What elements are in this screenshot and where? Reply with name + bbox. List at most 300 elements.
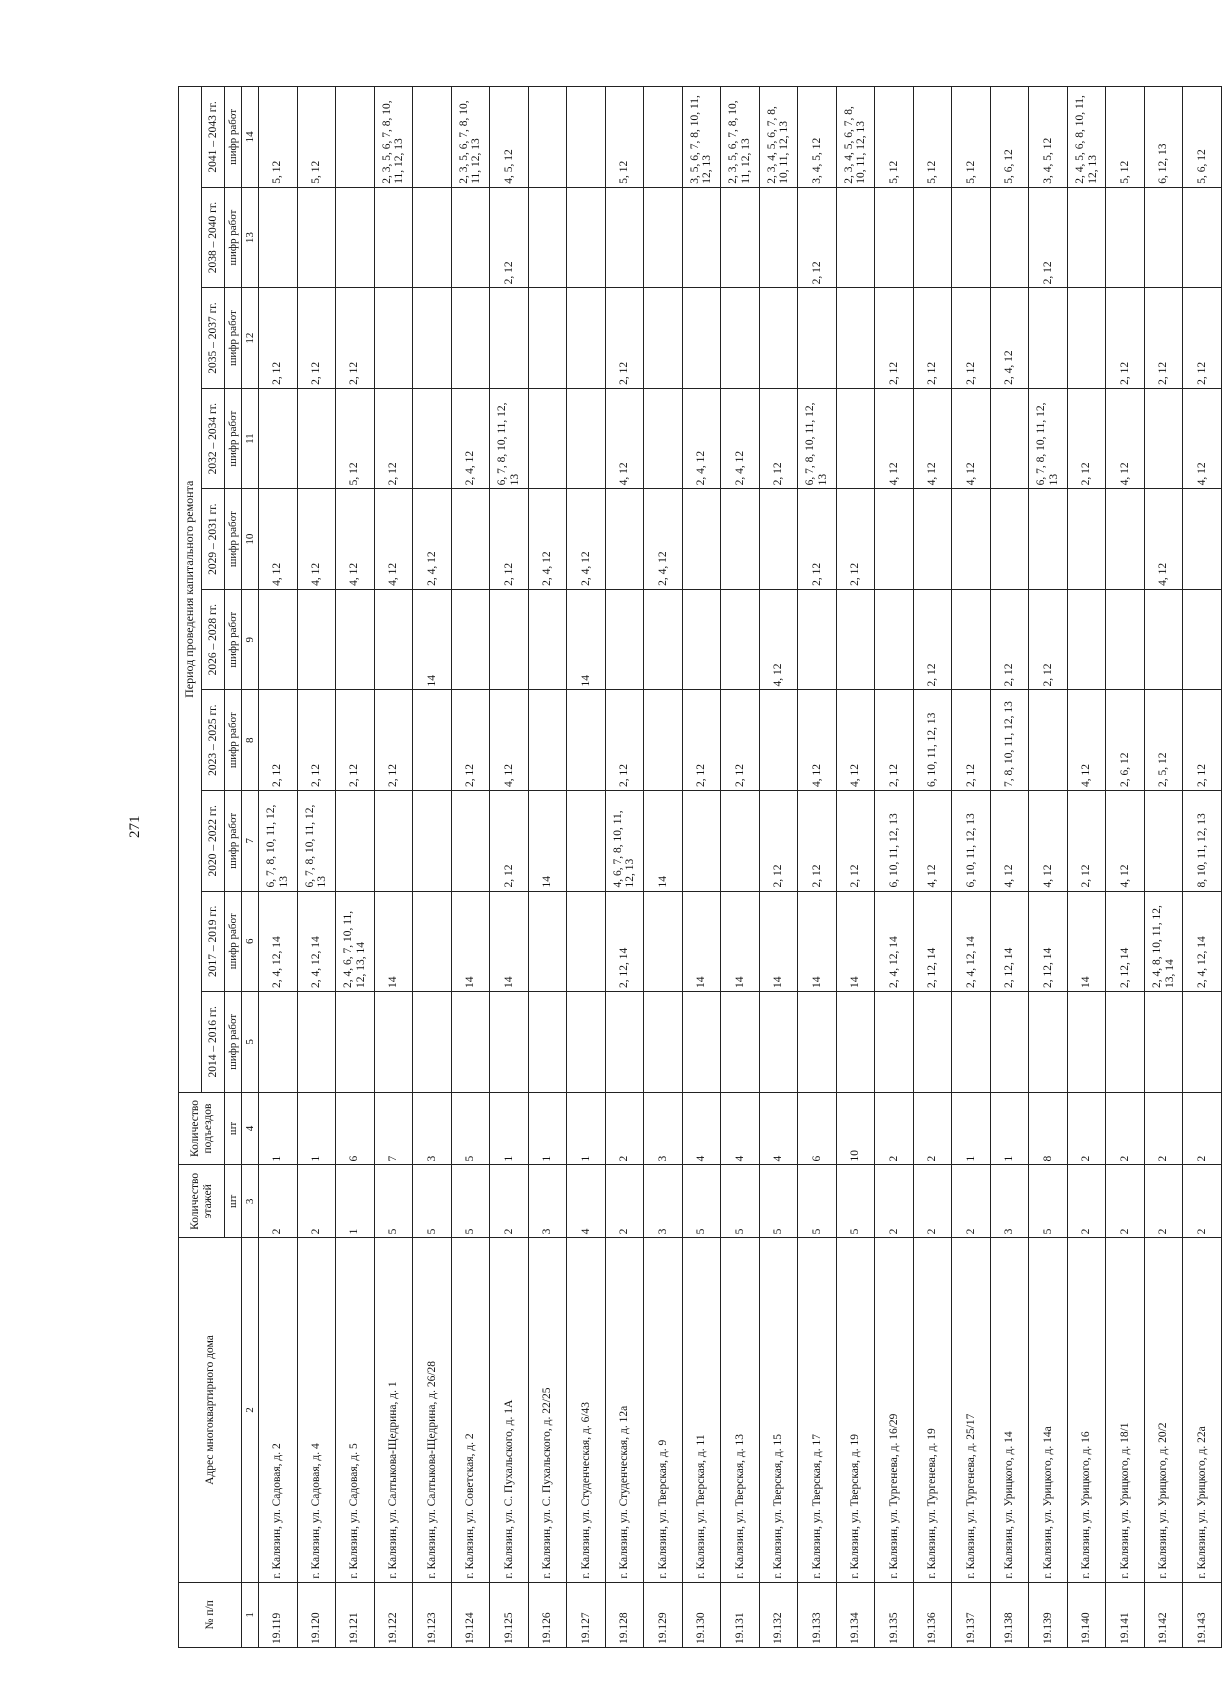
header-work-code: шифр работ	[225, 690, 242, 791]
cell-work-code: 2, 12	[1029, 589, 1068, 690]
cell-work-code: 4, 12	[1029, 790, 1068, 891]
cell-address: г. Калязин, ул. Урицкого, д. 14а	[1029, 1238, 1068, 1582]
cell-work-code: 2, 4, 12	[567, 489, 606, 590]
cell-work-code: 2, 3, 5, 6, 7, 8, 10, 11, 12, 13	[451, 87, 490, 188]
header-col-number: 13	[242, 187, 259, 288]
header-unit-floors: шт	[225, 1165, 242, 1238]
cell-work-code	[875, 187, 914, 288]
header-col-number: 4	[242, 1092, 259, 1165]
cell-address: г. Калязин, ул. Тургенева, д. 25/17	[952, 1238, 991, 1582]
cell-work-code: 2, 4, 12	[990, 288, 1029, 389]
cell-work-code	[297, 388, 336, 489]
cell-address: г. Калязин, ул. Садовая, д. 5	[336, 1238, 375, 1582]
cell-work-code: 4, 12	[952, 388, 991, 489]
cell-work-code	[836, 388, 875, 489]
cell-entrances: 2	[913, 1092, 952, 1165]
cell-work-code	[875, 992, 914, 1093]
cell-work-code	[644, 388, 683, 489]
cell-floors: 2	[297, 1165, 336, 1238]
cell-work-code	[567, 288, 606, 389]
cell-work-code: 2, 12	[875, 288, 914, 389]
cell-work-code	[682, 790, 721, 891]
cell-work-code: 2, 12	[297, 690, 336, 791]
cell-address: г. Калязин, ул. С. Пухальского, д. 1А	[490, 1238, 529, 1582]
table-row	[297, 87, 336, 1648]
cell-entrances: 1	[990, 1092, 1029, 1165]
cell-work-code	[413, 790, 452, 891]
cell-work-code: 2, 4, 12	[528, 489, 567, 590]
cell-work-code: 5, 12	[1106, 87, 1145, 188]
cell-address: г. Калязин, ул. Урицкого, д. 16	[1067, 1238, 1106, 1582]
table-row	[259, 87, 298, 1648]
cell-entrances: 3	[413, 1092, 452, 1165]
cell-address: г. Калязин, ул. Урицкого, д. 14	[990, 1238, 1029, 1582]
cell-work-code: 14	[567, 589, 606, 690]
cell-address: г. Калязин, ул. Салтыкова-Щедрина, д. 26/28	[413, 1238, 452, 1582]
cell-floors: 3	[528, 1165, 567, 1238]
cell-work-code: 2, 4, 12, 14	[297, 891, 336, 992]
cell-address: г. Калязин, ул. Садовая, д. 2	[259, 1238, 298, 1582]
cell-work-code	[682, 187, 721, 288]
cell-work-code: 2, 12	[336, 690, 375, 791]
cell-work-code: 4, 6, 7, 8, 10, 11, 12, 13	[605, 790, 644, 891]
cell-work-code: 3, 4, 5, 12	[798, 87, 837, 188]
repair-schedule-table	[178, 86, 1222, 1648]
cell-work-code: 3, 5, 6, 7, 8, 10, 11, 12, 13	[682, 87, 721, 188]
header-period-group: Период проведения капитального ремонта	[179, 87, 202, 1093]
cell-work-code	[644, 187, 683, 288]
header-work-code: шифр работ	[225, 489, 242, 590]
cell-work-code	[605, 992, 644, 1093]
cell-floors: 2	[1106, 1165, 1145, 1238]
cell-work-code: 5, 12	[875, 87, 914, 188]
table-row	[1183, 87, 1222, 1648]
cell-work-code: 6, 7, 8, 10, 11, 12, 13	[490, 388, 529, 489]
cell-address: г. Калязин, ул. Тверская, д. 13	[721, 1238, 760, 1582]
cell-work-code: 2, 12	[451, 690, 490, 791]
cell-work-code: 2, 12	[259, 690, 298, 791]
cell-work-code: 2, 12	[605, 288, 644, 389]
cell-work-code	[336, 187, 375, 288]
cell-work-code: 2, 12	[490, 187, 529, 288]
cell-entrances: 10	[836, 1092, 875, 1165]
cell-work-code	[759, 489, 798, 590]
cell-entrances: 1	[490, 1092, 529, 1165]
table-row	[567, 87, 606, 1648]
cell-work-code	[605, 187, 644, 288]
cell-work-code: 2, 12	[798, 187, 837, 288]
table-row	[413, 87, 452, 1648]
cell-floors: 5	[682, 1165, 721, 1238]
cell-work-code: 2, 4, 6, 7, 10, 11, 12, 13, 14	[336, 891, 375, 992]
cell-work-code: 6, 10, 11, 12, 13	[875, 790, 914, 891]
cell-address: г. Калязин, ул. Студенческая, д. 6/43	[567, 1238, 606, 1582]
cell-work-code: 2, 12	[1067, 790, 1106, 891]
cell-work-code: 2, 12	[297, 288, 336, 389]
cell-work-code: 2, 12	[759, 790, 798, 891]
cell-work-code: 4, 12	[374, 489, 413, 590]
cell-floors: 2	[1144, 1165, 1183, 1238]
table-row	[952, 87, 991, 1648]
cell-address: г. Калязин, ул. Тургенева, д. 19	[913, 1238, 952, 1582]
cell-work-code	[952, 187, 991, 288]
cell-work-code	[1067, 589, 1106, 690]
header-num: № п/п	[179, 1582, 242, 1647]
cell-work-code	[336, 589, 375, 690]
cell-work-code	[451, 589, 490, 690]
cell-work-code	[759, 690, 798, 791]
cell-work-code	[1106, 992, 1145, 1093]
cell-work-code: 2, 4, 12, 14	[875, 891, 914, 992]
cell-num: 19.131	[721, 1582, 760, 1647]
cell-num: 19.133	[798, 1582, 837, 1647]
table-row	[451, 87, 490, 1648]
cell-work-code	[336, 87, 375, 188]
cell-work-code: 2, 12	[1183, 690, 1222, 791]
table-row	[759, 87, 798, 1648]
cell-work-code	[682, 589, 721, 690]
cell-work-code: 2, 12	[990, 589, 1029, 690]
header-floors: Количество этажей	[179, 1165, 225, 1238]
cell-floors: 1	[336, 1165, 375, 1238]
cell-work-code: 2, 3, 5, 6, 7, 8, 10, 11, 12, 13	[721, 87, 760, 188]
header-col-number: 14	[242, 87, 259, 188]
rotated-table-wrapper	[178, 86, 1222, 1648]
cell-work-code: 2, 12	[913, 288, 952, 389]
cell-work-code	[836, 187, 875, 288]
cell-work-code: 4, 12	[836, 690, 875, 791]
cell-work-code: 2, 12	[374, 388, 413, 489]
cell-work-code: 2, 12, 14	[605, 891, 644, 992]
cell-floors: 5	[1029, 1165, 1068, 1238]
cell-num: 19.127	[567, 1582, 606, 1647]
header-col-number: 2	[242, 1238, 259, 1582]
cell-work-code	[990, 388, 1029, 489]
cell-work-code	[451, 992, 490, 1093]
cell-work-code	[259, 589, 298, 690]
cell-floors: 2	[1183, 1165, 1222, 1238]
cell-work-code	[1067, 187, 1106, 288]
header-col-number: 12	[242, 288, 259, 389]
cell-work-code	[374, 992, 413, 1093]
cell-work-code: 14	[1067, 891, 1106, 992]
cell-work-code: 2, 4, 12, 14	[952, 891, 991, 992]
cell-work-code	[1106, 589, 1145, 690]
cell-work-code	[490, 992, 529, 1093]
cell-work-code	[1029, 288, 1068, 389]
cell-address: г. Калязин, ул. Тверская, д. 11	[682, 1238, 721, 1582]
cell-work-code	[1144, 388, 1183, 489]
cell-work-code	[567, 790, 606, 891]
cell-work-code	[413, 288, 452, 389]
cell-floors: 5	[759, 1165, 798, 1238]
cell-work-code	[297, 589, 336, 690]
cell-entrances: 2	[1144, 1092, 1183, 1165]
cell-work-code: 4, 12	[1106, 790, 1145, 891]
table-row	[990, 87, 1029, 1648]
cell-address: г. Калязин, ул. Тверская, д. 19	[836, 1238, 875, 1582]
header-col-number: 3	[242, 1165, 259, 1238]
cell-work-code	[374, 288, 413, 389]
cell-work-code: 2, 12, 14	[913, 891, 952, 992]
cell-work-code	[644, 288, 683, 389]
cell-work-code: 2, 3, 5, 6, 7, 8, 10, 11, 12, 13	[374, 87, 413, 188]
cell-work-code	[721, 489, 760, 590]
cell-work-code	[451, 288, 490, 389]
table-row	[374, 87, 413, 1648]
cell-work-code: 2, 4, 5, 6, 8, 10, 11, 12, 13	[1067, 87, 1106, 188]
table-row	[1106, 87, 1145, 1648]
cell-work-code: 2, 12	[836, 489, 875, 590]
cell-num: 19.136	[913, 1582, 952, 1647]
header-period: 2023 – 2025 гг.	[202, 690, 225, 791]
cell-entrances: 4	[682, 1092, 721, 1165]
cell-work-code: 4, 12	[490, 690, 529, 791]
header-col-number: 11	[242, 388, 259, 489]
table-row	[798, 87, 837, 1648]
cell-work-code: 5, 6, 12	[990, 87, 1029, 188]
cell-work-code	[1183, 992, 1222, 1093]
cell-work-code	[644, 589, 683, 690]
cell-work-code: 4, 12	[1183, 388, 1222, 489]
cell-floors: 2	[1067, 1165, 1106, 1238]
cell-work-code: 5, 12	[297, 87, 336, 188]
cell-work-code: 4, 12	[605, 388, 644, 489]
cell-work-code: 14	[374, 891, 413, 992]
cell-work-code: 2, 12	[1029, 187, 1068, 288]
cell-work-code: 2, 3, 4, 5, 6, 7, 8, 10, 11, 12, 13	[836, 87, 875, 188]
cell-work-code: 2, 12	[798, 489, 837, 590]
cell-work-code: 8, 10, 11, 12, 13	[1183, 790, 1222, 891]
header-period: 2026 – 2028 гг.	[202, 589, 225, 690]
cell-address: г. Калязин, ул. Советская, д. 2	[451, 1238, 490, 1582]
cell-floors: 2	[490, 1165, 529, 1238]
cell-work-code: 5, 6, 12	[1183, 87, 1222, 188]
cell-work-code: 2, 4, 12	[682, 388, 721, 489]
cell-work-code: 4, 12	[990, 790, 1029, 891]
cell-num: 19.123	[413, 1582, 452, 1647]
cell-work-code	[1183, 187, 1222, 288]
cell-work-code	[1106, 187, 1145, 288]
header-work-code: шифр работ	[225, 388, 242, 489]
cell-work-code: 6, 7, 8, 10, 11, 12, 13	[798, 388, 837, 489]
cell-work-code	[1067, 992, 1106, 1093]
cell-entrances: 3	[644, 1092, 683, 1165]
cell-work-code	[413, 891, 452, 992]
table-row	[605, 87, 644, 1648]
cell-work-code: 3, 4, 5, 12	[1029, 87, 1068, 188]
cell-work-code: 4, 12	[875, 388, 914, 489]
cell-address: г. Калязин, ул. Тверская, д. 9	[644, 1238, 683, 1582]
cell-work-code	[336, 790, 375, 891]
cell-work-code	[798, 288, 837, 389]
header-work-code: шифр работ	[225, 87, 242, 188]
cell-work-code	[490, 589, 529, 690]
cell-work-code	[990, 489, 1029, 590]
cell-entrances: 1	[259, 1092, 298, 1165]
cell-num: 19.132	[759, 1582, 798, 1647]
cell-work-code	[798, 589, 837, 690]
cell-work-code: 5, 12	[336, 388, 375, 489]
cell-work-code	[836, 288, 875, 389]
page-number: 271	[127, 815, 143, 838]
table-row	[644, 87, 683, 1648]
cell-work-code	[913, 992, 952, 1093]
cell-num: 19.128	[605, 1582, 644, 1647]
cell-work-code: 2, 4, 12	[413, 489, 452, 590]
cell-work-code: 2, 12	[490, 489, 529, 590]
cell-num: 19.124	[451, 1582, 490, 1647]
cell-work-code: 14	[836, 891, 875, 992]
header-col-number: 8	[242, 690, 259, 791]
cell-work-code: 6, 7, 8, 10, 11, 12, 13	[1029, 388, 1068, 489]
cell-work-code	[374, 589, 413, 690]
cell-work-code	[682, 288, 721, 389]
cell-work-code	[413, 388, 452, 489]
cell-work-code: 2, 3, 4, 5, 6, 7, 8, 10, 11, 12, 13	[759, 87, 798, 188]
cell-entrances: 4	[759, 1092, 798, 1165]
header-period: 2020 – 2022 гг.	[202, 790, 225, 891]
cell-work-code: 14	[682, 891, 721, 992]
cell-work-code	[913, 187, 952, 288]
cell-work-code	[567, 690, 606, 791]
cell-entrances: 2	[1106, 1092, 1145, 1165]
cell-work-code	[875, 489, 914, 590]
cell-entrances: 8	[1029, 1092, 1068, 1165]
cell-address: г. Калязин, ул. Студенческая, д. 12а	[605, 1238, 644, 1582]
cell-address: г. Калязин, ул. Урицкого, д. 20/2	[1144, 1238, 1183, 1582]
cell-work-code	[451, 790, 490, 891]
cell-entrances: 2	[1183, 1092, 1222, 1165]
cell-work-code: 5, 12	[913, 87, 952, 188]
cell-work-code	[528, 992, 567, 1093]
cell-work-code: 2, 12	[374, 690, 413, 791]
cell-work-code	[798, 992, 837, 1093]
table-row	[336, 87, 375, 1648]
cell-work-code	[1183, 589, 1222, 690]
cell-work-code: 4, 12	[798, 690, 837, 791]
cell-work-code	[759, 992, 798, 1093]
cell-entrances: 6	[336, 1092, 375, 1165]
cell-work-code	[259, 992, 298, 1093]
cell-work-code	[759, 187, 798, 288]
header-unit-entrances: шт	[225, 1092, 242, 1165]
cell-work-code: 2, 5, 12	[1144, 690, 1183, 791]
table-row	[913, 87, 952, 1648]
cell-work-code	[721, 992, 760, 1093]
cell-work-code	[605, 489, 644, 590]
cell-entrances: 2	[605, 1092, 644, 1165]
table-row	[875, 87, 914, 1648]
cell-work-code	[644, 690, 683, 791]
cell-work-code: 2, 12	[490, 790, 529, 891]
table-row	[682, 87, 721, 1648]
cell-work-code	[567, 891, 606, 992]
header-address: Адрес многоквартирного дома	[179, 1238, 242, 1582]
cell-work-code: 2, 12	[952, 288, 991, 389]
cell-work-code	[952, 992, 991, 1093]
cell-floors: 2	[259, 1165, 298, 1238]
cell-work-code: 2, 4, 12, 14	[259, 891, 298, 992]
cell-floors: 5	[836, 1165, 875, 1238]
cell-work-code: 2, 12	[798, 790, 837, 891]
cell-work-code: 4, 12	[336, 489, 375, 590]
cell-work-code: 2, 4, 8, 10, 11, 12, 13, 14	[1144, 891, 1183, 992]
cell-work-code	[528, 187, 567, 288]
cell-address: г. Калязин, ул. Салтыкова-Щедрина, д. 1	[374, 1238, 413, 1582]
table-row	[1029, 87, 1068, 1648]
cell-num: 19.135	[875, 1582, 914, 1647]
cell-work-code: 2, 6, 12	[1106, 690, 1145, 791]
cell-num: 19.140	[1067, 1582, 1106, 1647]
cell-work-code: 2, 12	[913, 589, 952, 690]
cell-address: г. Калязин, ул. Тверская, д. 15	[759, 1238, 798, 1582]
cell-work-code: 14	[798, 891, 837, 992]
cell-work-code: 14	[644, 790, 683, 891]
cell-work-code: 6, 12, 13	[1144, 87, 1183, 188]
cell-entrances: 6	[798, 1092, 837, 1165]
cell-work-code: 14	[759, 891, 798, 992]
cell-work-code	[297, 187, 336, 288]
cell-floors: 5	[798, 1165, 837, 1238]
cell-work-code	[259, 187, 298, 288]
cell-num: 19.129	[644, 1582, 683, 1647]
cell-work-code: 6, 7, 8, 10, 11, 12, 13	[259, 790, 298, 891]
cell-work-code	[1144, 187, 1183, 288]
cell-work-code	[913, 489, 952, 590]
cell-entrances: 5	[451, 1092, 490, 1165]
cell-work-code	[644, 992, 683, 1093]
cell-num: 19.120	[297, 1582, 336, 1647]
cell-work-code: 2, 12, 14	[1106, 891, 1145, 992]
cell-address: г. Калязин, ул. С. Пухальского, д. 22/25	[528, 1238, 567, 1582]
cell-work-code	[1029, 489, 1068, 590]
cell-work-code	[374, 187, 413, 288]
header-period: 2014 – 2016 гг.	[202, 992, 225, 1093]
header-col-number: 6	[242, 891, 259, 992]
cell-work-code	[528, 891, 567, 992]
cell-work-code	[644, 87, 683, 188]
cell-work-code: 4, 12	[913, 388, 952, 489]
cell-work-code	[528, 87, 567, 188]
cell-num: 19.121	[336, 1582, 375, 1647]
cell-num: 19.143	[1183, 1582, 1222, 1647]
cell-work-code	[297, 992, 336, 1093]
cell-work-code	[567, 992, 606, 1093]
cell-work-code	[836, 589, 875, 690]
cell-work-code: 2, 4, 12	[451, 388, 490, 489]
header-period: 2032 – 2034 гг.	[202, 388, 225, 489]
cell-work-code: 2, 4, 12, 14	[1183, 891, 1222, 992]
cell-work-code: 2, 12	[836, 790, 875, 891]
cell-entrances: 4	[721, 1092, 760, 1165]
cell-work-code	[1067, 489, 1106, 590]
cell-work-code	[990, 187, 1029, 288]
cell-work-code: 14	[721, 891, 760, 992]
cell-work-code: 2, 12	[1144, 288, 1183, 389]
header-column-numbers	[242, 87, 259, 1648]
cell-floors: 5	[413, 1165, 452, 1238]
header-work-code: шифр работ	[225, 288, 242, 389]
cell-work-code: 14	[413, 589, 452, 690]
cell-work-code: 14	[528, 790, 567, 891]
cell-work-code	[1067, 288, 1106, 389]
cell-floors: 3	[644, 1165, 683, 1238]
cell-work-code	[1144, 790, 1183, 891]
cell-floors: 2	[913, 1165, 952, 1238]
cell-work-code: 6, 10, 11, 12, 13	[913, 690, 952, 791]
cell-work-code	[836, 992, 875, 1093]
